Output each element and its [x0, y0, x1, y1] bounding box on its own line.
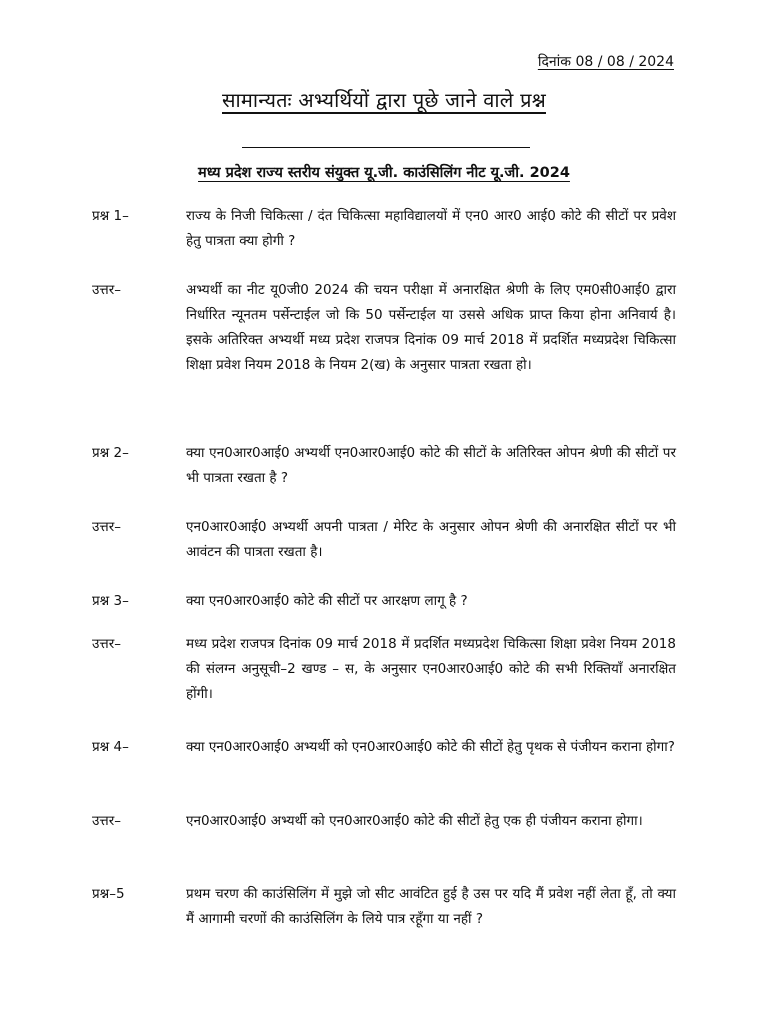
document-subtitle-text: मध्य प्रदेश राज्य स्तरीय संयुक्त यू.जी. काउंसिलिंग नीट यू.जी. 2024	[198, 165, 570, 181]
question-text: राज्य के निजी चिकित्सा / दंत चिकित्सा महाविद्यालयों में एन0 आर0 आई0 कोटे की सीटों पर प्रवेश हेतु पात्रता क्या होगी ?	[186, 208, 676, 249]
question-label: प्रश्न 3–	[92, 593, 129, 609]
answer-3	[92, 632, 676, 707]
answer-label: उत्तर–	[92, 813, 121, 829]
question-label: प्रश्न 1–	[92, 208, 129, 224]
document-title-text: सामान्यतः अभ्यर्थियों द्वारा पूछे जाने वाले प्रश्न	[222, 88, 546, 112]
answer-label: उत्तर–	[92, 636, 121, 652]
document-title	[0, 86, 768, 113]
answer-text: एन0आर0आई0 अभ्यर्थी को एन0आर0आई0 कोटे की सीटों हेतु एक ही पंजीयन कराना होगा।	[186, 813, 643, 829]
answer-1	[92, 278, 676, 378]
answer-text: मध्य प्रदेश राजपत्र दिनांक 09 मार्च 2018 में प्रदर्शित मध्यप्रदेश चिकित्सा शिक्षा प्रवेश नियम 2018 की संलग्न अनुसूची–2 खण्ड – स, के अनुसार एन0आर0आई0 कोटे की सभी रिक्तियाँ अनारक्षित होंगी।	[186, 636, 676, 702]
question-text: क्या एन0आर0आई0 अभ्यर्थी एन0आर0आई0 कोटे की सीटों के अतिरिक्त ओपन श्रेणी की सीटों पर भी पात्रता रखता है ?	[186, 445, 676, 486]
question-4	[92, 735, 676, 760]
title-divider	[242, 147, 530, 148]
answer-2	[92, 515, 676, 565]
question-text: प्रथम चरण की काउंसिलिंग में मुझे जो सीट आवंटित हुई है उस पर यदि मैं प्रवेश नहीं लेता हूँ, तो क्या मैं आगामी चरणों की काउंसिलिंग के लिये पात्र रहूँगा या नहीं ?	[186, 886, 676, 927]
question-label: प्रश्न–5	[92, 886, 125, 902]
answer-text: अभ्यर्थी का नीट यू0जी0 2024 की चयन परीक्षा में अनारक्षित श्रेणी के लिए एम0सी0आई0 द्वारा निर्धारित न्यूनतम पर्सेन्टाईल जो कि 50 पर्सेन्टाईल या उससे अधिक प्राप्त किया होना अनिवार्य है। इसके अतिरिक्त अभ्यर्थी मध्य प्रदेश राजपत्र दिनांक 09 मार्च 2018 में प्रदर्शित मध्यप्रदेश चिकित्सा शिक्षा प्रवेश नियम 2018 के नियम 2(ख) के अनुसार पात्रता रखता हो।	[186, 282, 676, 373]
answer-4	[92, 809, 676, 834]
answer-label: उत्तर–	[92, 282, 121, 298]
document-date: दिनांक 08 / 08 / 2024	[537, 54, 674, 70]
question-text: क्या एन0आर0आई0 अभ्यर्थी को एन0आर0आई0 कोटे की सीटों हेतु पृथक से पंजीयन कराना होगा?	[186, 739, 675, 755]
document-subtitle	[0, 162, 768, 182]
question-2	[92, 441, 676, 491]
answer-label: उत्तर–	[92, 519, 121, 535]
question-label: प्रश्न 4–	[92, 739, 129, 755]
question-3	[92, 589, 676, 614]
answer-text: एन0आर0आई0 अभ्यर्थी अपनी पात्रता / मेरिट के अनुसार ओपन श्रेणी की अनारक्षित सीटों पर भी आवंटन की पात्रता रखता है।	[186, 519, 676, 560]
question-text: क्या एन0आर0आई0 कोटे की सीटों पर आरक्षण लागू है ?	[186, 593, 468, 609]
question-5	[92, 882, 676, 932]
question-label: प्रश्न 2–	[92, 445, 129, 461]
question-1	[92, 204, 676, 254]
